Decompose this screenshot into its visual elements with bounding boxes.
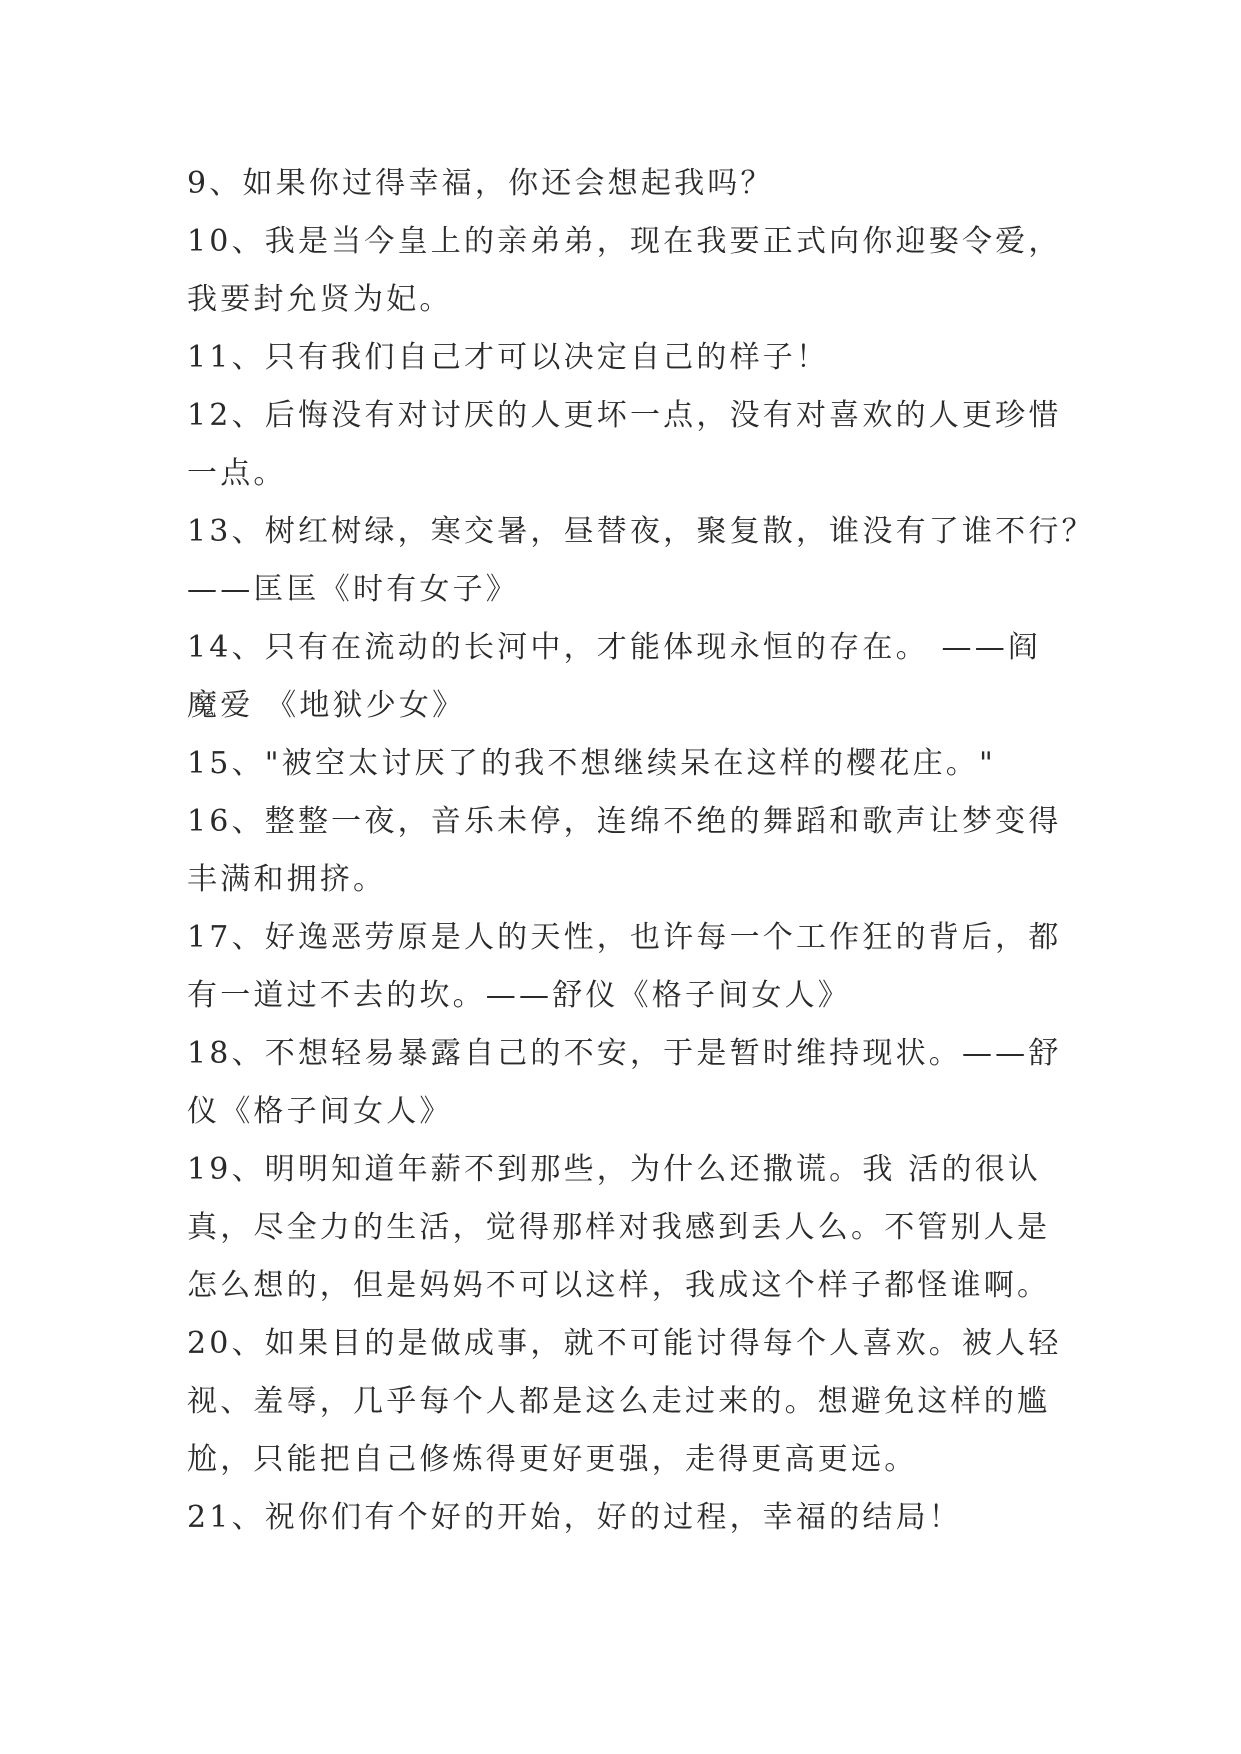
quote-entry-10 bbox=[187, 213, 1067, 329]
quote-entry-13 bbox=[187, 503, 1095, 619]
quote-entry-11 bbox=[187, 329, 1067, 387]
quote-line: 尬，只能把自己修炼得更好更强，走得更高更远。 bbox=[187, 1442, 918, 1477]
quote-line: 12、后悔没有对讨厌的人更坏一点，没有对喜欢的人更珍惜 bbox=[187, 398, 1062, 433]
quote-line: 真，尽全力的生活，觉得那样对我感到丢人么。不管别人是 bbox=[187, 1210, 1051, 1245]
quote-line: 20、如果目的是做成事，就不可能讨得每个人喜欢。被人轻 bbox=[187, 1326, 1062, 1361]
quote-entry-14 bbox=[187, 619, 1067, 735]
quote-line: 9、如果你过得幸福，你还会想起我吗？ bbox=[187, 166, 774, 201]
quote-line: 16、整整一夜，音乐未停，连绵不绝的舞蹈和歌声让梦变得 bbox=[187, 804, 1062, 839]
quote-line: 21、祝你们有个好的开始，好的过程，幸福的结局！ bbox=[187, 1500, 962, 1535]
quote-line: 10、我是当今皇上的亲弟弟，现在我要正式向你迎娶令爱， bbox=[187, 224, 1062, 259]
quote-line: 13、树红树绿，寒交暑，昼替夜，聚复散，谁没有了谁不行？ bbox=[187, 514, 1095, 549]
quote-entry-16 bbox=[187, 793, 1067, 909]
quote-attribution: 魔爱 《地狱少女》 bbox=[187, 688, 466, 723]
quote-line: 有一道过不去的坎。——舒仪《格子间女人》 bbox=[187, 978, 851, 1013]
quote-line: 怎么想的，但是妈妈不可以这样，我成这个样子都怪谁啊。 bbox=[187, 1268, 1051, 1303]
quote-entry-21 bbox=[187, 1489, 1067, 1547]
quote-line: 丰满和拥挤。 bbox=[187, 862, 387, 897]
quote-entry-18 bbox=[187, 1025, 1067, 1141]
quote-line: 18、不想轻易暴露自己的不安，于是暂时维持现状。——舒 bbox=[187, 1036, 1062, 1071]
quote-line: 14、只有在流动的长河中，才能体现永恒的存在。 ——阎 bbox=[187, 630, 1042, 665]
quote-line: 一点。 bbox=[187, 456, 287, 491]
quote-entry-15 bbox=[187, 735, 1067, 793]
quote-entry-19 bbox=[187, 1141, 1067, 1315]
quote-line: 视、羞辱，几乎每个人都是这么走过来的。想避免这样的尴 bbox=[187, 1384, 1051, 1419]
quote-entry-12 bbox=[187, 387, 1067, 503]
quote-line: 我要封允贤为妃。 bbox=[187, 282, 453, 317]
quote-line: 15、"被空太讨厌了的我不想继续呆在这样的樱花庄。" bbox=[187, 746, 996, 781]
quote-entry-17 bbox=[187, 909, 1067, 1025]
quote-line: 19、明明知道年薪不到那些，为什么还撒谎。我 活的很认 bbox=[187, 1152, 1042, 1187]
quote-entry-9 bbox=[187, 155, 1067, 213]
quote-entry-20 bbox=[187, 1315, 1067, 1489]
quote-attribution: ——匡匡《时有女子》 bbox=[187, 572, 519, 607]
quote-line: 17、好逸恶劳原是人的天性，也许每一个工作狂的背后，都 bbox=[187, 920, 1062, 955]
quote-list bbox=[187, 155, 1095, 1547]
quote-attribution: 仪《格子间女人》 bbox=[187, 1094, 453, 1129]
quote-line: 11、只有我们自己才可以决定自己的样子！ bbox=[187, 340, 830, 375]
